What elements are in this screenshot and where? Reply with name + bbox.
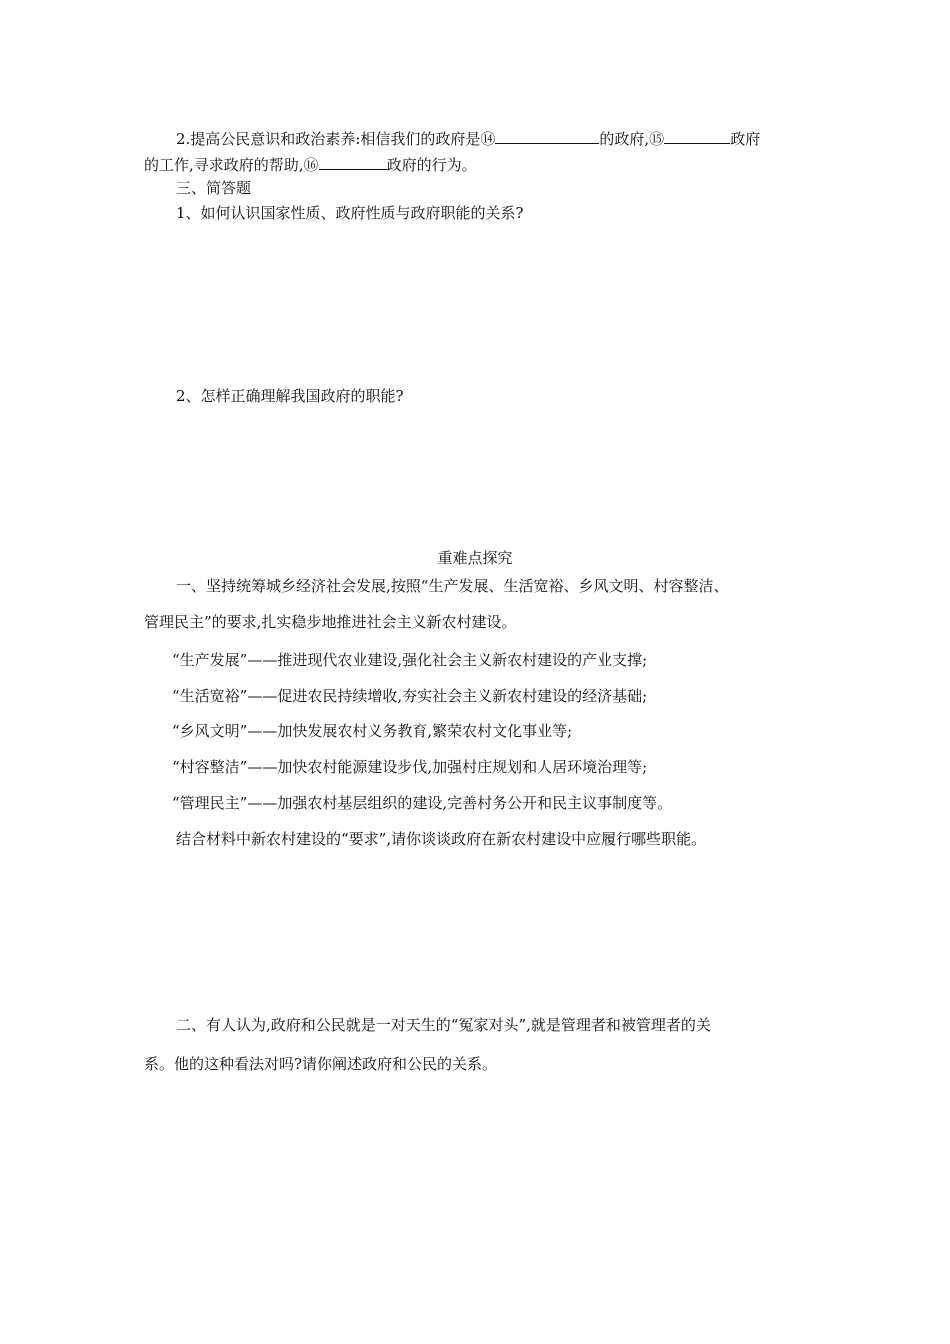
exploration-p2-line1: 二、有人认为,政府和公民就是一对天生的“冤家对头”,就是管理者和被管理者的关 [176,1016,711,1034]
fill-text-line2-part2: 政府的行为。 [386,156,477,174]
fill-text-part1: 2.提高公民意识和政治素养:相信我们的政府是 [176,130,481,148]
blank-15[interactable] [664,128,730,144]
exploration-p2-line2: 系。他的这种看法对吗?请你阐述政府和公民的关系。 [144,1055,498,1073]
exploration-title: 重难点探究 [437,549,513,567]
question-1: 1、如何认识国家性质、政府性质与政府职能的关系? [176,204,524,222]
blank-marker-16: ⑯ [303,156,319,174]
question-2: 2、怎样正确理解我国政府的职能? [176,387,404,405]
requirement-item: “生产发展”——推进现代农业建设,强化社会主义新农村建设的产业支撑; [172,651,648,669]
exploration-p1-line2: 管理民主”的要求,扎实稳步地推进社会主义新农村建设。 [144,613,517,631]
exploration-p1-line1: 一、坚持统筹城乡经济社会发展,按照“生产发展、生活宽裕、乡风文明、村容整洁、 [176,577,729,595]
fill-text-part3: 政府 [730,130,761,148]
fill-text-line2-part1: 的工作,寻求政府的帮助, [144,156,304,174]
fill-item-2-line-1 [176,128,760,149]
requirement-item: “生活宽裕”——促进农民持续增收,夯实社会主义新农村建设的经济基础; [172,687,648,705]
blank-16[interactable] [319,154,387,170]
blank-14[interactable] [495,128,599,144]
fill-text-part2: 的政府, [599,130,650,148]
fill-item-2-line-2 [144,154,477,175]
exploration-question-1: 结合材料中新农村建设的“要求”,请你谈谈政府在新农村建设中应履行哪些职能。 [176,830,707,848]
blank-marker-14: ⑭ [480,130,496,148]
blank-marker-15: ⑮ [649,130,665,148]
requirement-item: “乡风文明”——加快发展农村义务教育,繁荣农村文化事业等; [172,722,573,740]
requirement-item: “村容整洁”——加快农村能源建设步伐,加强村庄规划和人居环境治理等; [172,758,648,776]
requirement-item: “管理民主”——加强农村基层组织的建设,完善村务公开和民主议事制度等。 [172,794,673,812]
section-heading-short-answer: 三、简答题 [176,179,252,197]
